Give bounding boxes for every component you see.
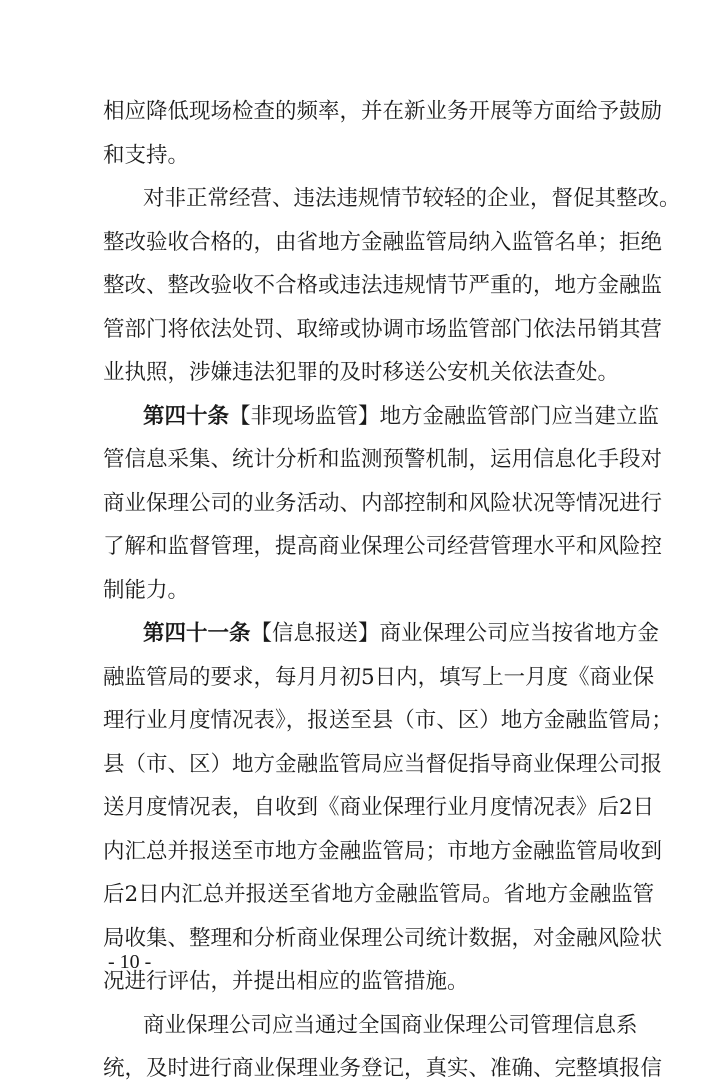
- text-line: 况进行评估，并提出相应的监管措施。: [103, 969, 469, 994]
- text-line: 整改、整改验收不合格或违法违规情节严重的，地方金融监: [103, 273, 663, 298]
- text-line: 管信息采集、统计分析和监测预警机制，运用信息化手段对: [103, 447, 663, 472]
- text-line: 内汇总并报送至市地方金融监管局；市地方金融监管局收到: [103, 838, 663, 864]
- article-heading-41: 第四十一条: [143, 621, 251, 646]
- text-line: 商业保理公司应当通过全国商业保理公司管理信息系: [143, 1012, 638, 1038]
- text-line: 业执照，涉嫌违法犯罪的及时移送公安机关依法查处。: [103, 360, 620, 385]
- article-40-text: 【非现场监管】地方金融监管部门应当建立监: [229, 403, 660, 429]
- text-line: 制能力。: [103, 577, 190, 603]
- text-line: 对非正常经营、违法违规情节较轻的企业，督促其整改。: [143, 186, 681, 211]
- article-41-text: 【信息报送】商业保理公司应当按省地方金: [250, 621, 660, 646]
- text-line: 县（市、区）地方金融监管局应当督促指导商业保理公司报: [103, 751, 663, 777]
- text-line: 理行业月度情况表》，报送至县（市、区）地方金融监管局；: [103, 708, 673, 733]
- text-line: 了解和监督管理，提高商业保理公司经营管理水平和风险控: [103, 534, 663, 559]
- text-line: 管部门将依法处罚、取缔或协调市场监管部门依法吊销其营: [103, 316, 663, 342]
- text-line: 融监管局的要求，每月月初5日内，填写上一月度《商业保: [103, 664, 655, 690]
- article-40-line: [143, 399, 660, 435]
- article-heading-40: 第四十条: [143, 403, 230, 429]
- text-line: 相应降低现场检查的频率，并在新业务开展等方面给予鼓励: [103, 99, 663, 124]
- text-line: 整改验收合格的，由省地方金融监管局纳入监管名单；拒绝: [103, 229, 663, 255]
- text-line: 统，及时进行商业保理业务登记，真实、准确、完整填报信: [103, 1056, 663, 1081]
- page-number: - 10 -: [108, 951, 152, 973]
- article-41-line: [143, 616, 660, 652]
- text-line: 送月度情况表，自收到《商业保理行业月度情况表》后2日: [103, 795, 655, 820]
- text-line: 和支持。: [103, 142, 190, 168]
- text-line: 后2日内汇总并报送至省地方金融监管局。省地方金融监管: [103, 882, 655, 907]
- text-line: 商业保理公司的业务活动、内部控制和风险状况等情况进行: [103, 490, 663, 516]
- text-line: 局收集、整理和分析商业保理公司统计数据，对金融风险状: [103, 925, 663, 951]
